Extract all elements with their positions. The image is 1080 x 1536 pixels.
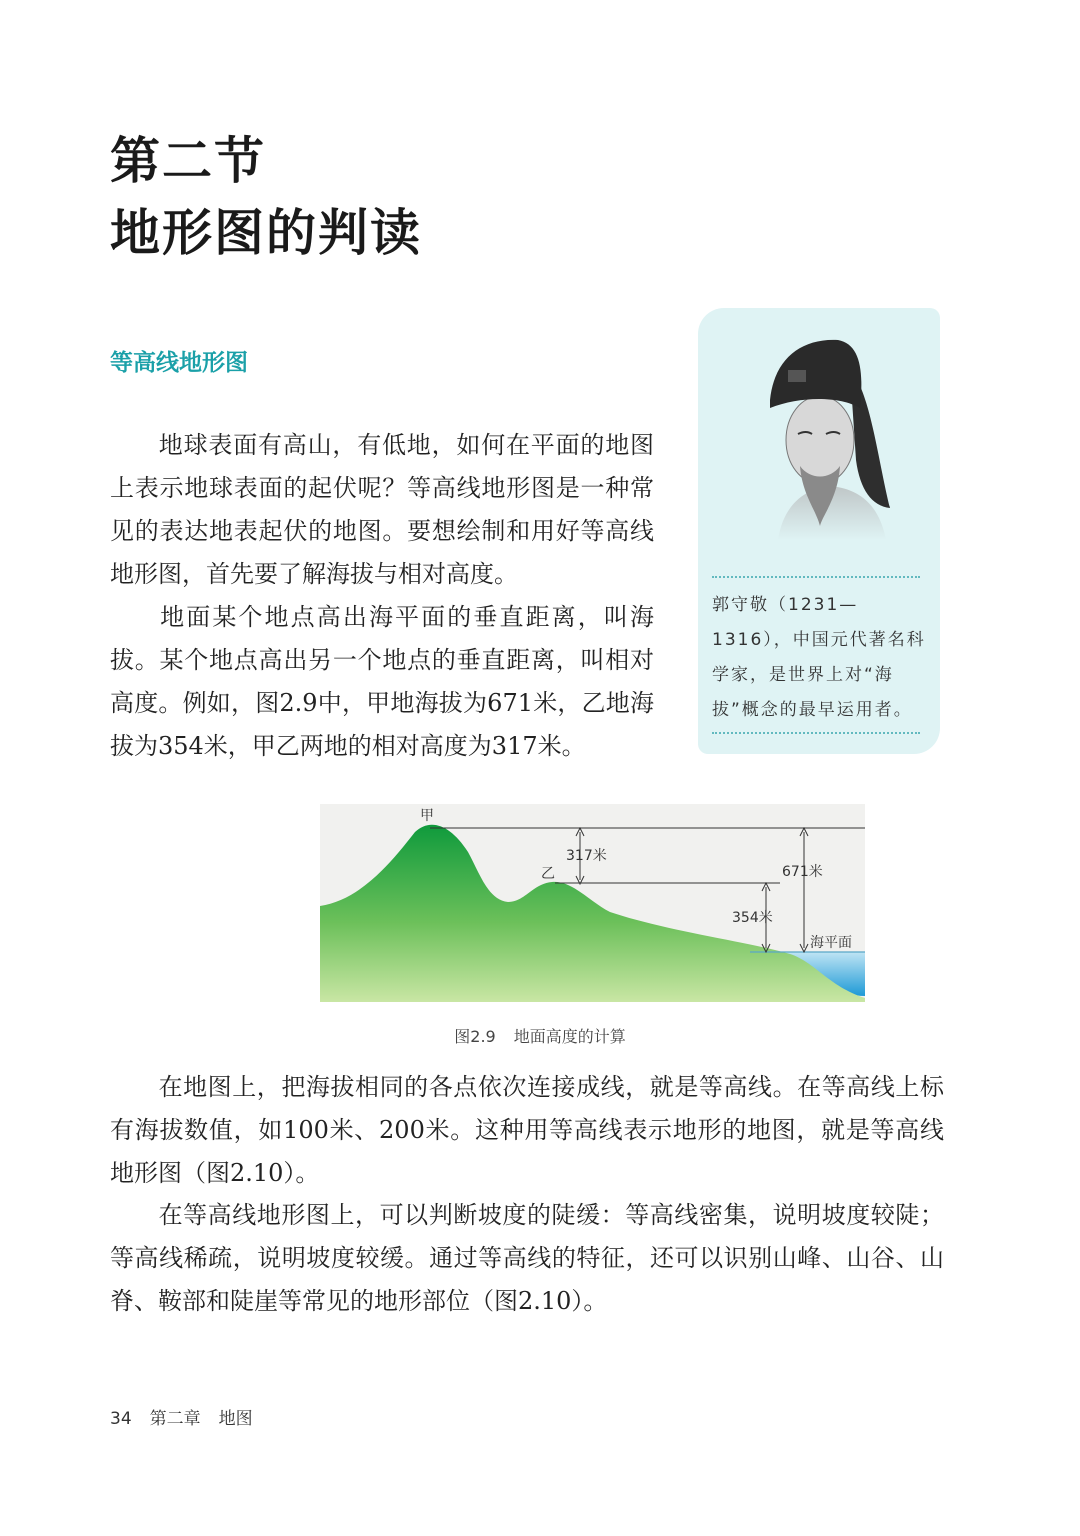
paragraph-3: [110, 1066, 944, 1195]
sidebar-divider-top: [712, 576, 920, 578]
paragraph-1: [110, 424, 654, 596]
page-footer: [110, 1404, 271, 1429]
paragraph-2-text: 地面某个地点高出海平面的垂直距离，叫海拔。某个地点高出另一个地点的垂直距离，叫相对高度。例如，图2.9中，甲地海拔为671米，乙地海拔为354米，甲乙两地的相对高度为317米。: [110, 603, 654, 760]
figure-number: 图2.9: [454, 1027, 496, 1046]
footer-chapter-title: 地图: [218, 1409, 253, 1429]
paragraph-4: [110, 1194, 944, 1323]
paragraph-3-text: 在地图上，把海拔相同的各点依次连接成线，就是等高线。在等高线上标有海拔数值，如100米、200米。这种用等高线表示地形的地图，就是等高线地形图（图2.10）。: [110, 1073, 944, 1187]
portrait-illustration: [760, 330, 900, 540]
subsection-heading: 等高线地形图: [110, 350, 248, 376]
label-yi: 乙: [541, 866, 555, 882]
paragraph-4-text: 在等高线地形图上，可以判断坡度的陡缓：等高线密集，说明坡度较陡；等高线稀疏，说明坡度较缓。通过等高线的特征，还可以识别山峰、山谷、山脊、鞍部和陡崖等常见的地形部位（图2.10）。: [110, 1201, 944, 1315]
label-jia: 甲: [420, 808, 434, 824]
sidebar-divider-bottom: [712, 732, 920, 734]
elevation-diagram: [320, 804, 865, 1002]
label-sea-level: 海平面: [810, 935, 852, 951]
section-number-title: 第二节: [110, 131, 266, 190]
page-title: 地形图的判读: [110, 203, 422, 262]
paragraph-2: [110, 596, 654, 768]
footer-chapter: 第二章: [149, 1409, 201, 1429]
figure-caption: [0, 1024, 1080, 1047]
label-354: 354米: [732, 910, 773, 926]
paragraph-1-text: 地球表面有高山，有低地，如何在平面的地图上表示地球表面的起伏呢？等高线地形图是一种常见的表达地表起伏的地图。要想绘制和用好等高线地形图，首先要了解海拔与相对高度。: [110, 431, 654, 588]
sidebar-caption: 郭守敬（1231—1316），中国元代著名科学家，是世界上对“海拔”概念的最早运用者。: [712, 595, 926, 720]
figure-title: 地面高度的计算: [513, 1027, 626, 1046]
page-number: 34: [110, 1409, 132, 1429]
label-317: 317米: [566, 848, 607, 864]
label-671: 671米: [782, 864, 823, 880]
